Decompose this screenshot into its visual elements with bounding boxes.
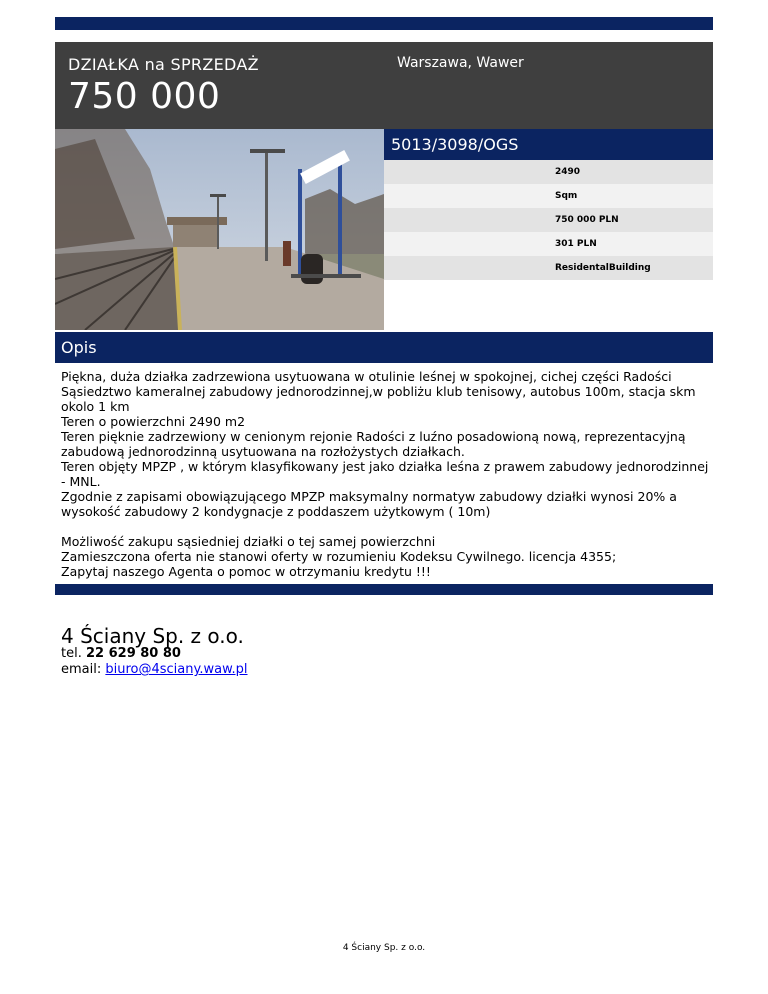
- phone-number: 22 629 80 80: [85, 646, 181, 661]
- company-contact: [61, 646, 248, 678]
- attribute-unit: Sqm: [384, 184, 713, 208]
- description-title: Opis: [61, 338, 97, 357]
- railway-platform-image: [55, 129, 384, 330]
- attribute-purpose: ResidentalBuilding: [384, 256, 713, 280]
- page-footer: 4 Ściany Sp. z o.o.: [342, 943, 426, 953]
- listing-type: DZIAŁKA na SPRZEDAŻ: [68, 55, 259, 74]
- reference-number: 5013/3098/OGS: [391, 135, 519, 154]
- description-line: Zamieszczona oferta nie stanowi oferty w rozumieniu Kodeksu Cywilnego. licencja 4355;: [61, 549, 617, 564]
- description-line: Zgodnie z zapisami obowiązującego MPZP maksymalny normatyw zabudowy działki wynosi 20% a wysokość zabudowy 2 kondygnacje z poddaszem użytkowym ( 10m): [61, 489, 677, 519]
- reference-bar: [384, 129, 713, 160]
- attribute-area: 2490: [384, 160, 713, 184]
- description-line: Teren pięknie zadrzewiony w cenionym rejonie Radości z luźno posadowioną nową, reprezentacyjną zabudową jednorodzinną usytuowana na rozłożystych działkach.: [61, 429, 686, 459]
- email-label: email:: [61, 662, 102, 677]
- description-line: Teren objęty MPZP , w którym klasyfikowany jest jako działka leśna z prawem zabudowy jednorodzinnej - MNL.: [61, 459, 709, 489]
- description-header: [55, 332, 713, 363]
- description-line: Piękna, duża działka zadrzewiona usytuowana w otulinie leśnej w spokojnej, cichej części Radości: [61, 369, 672, 384]
- phone-line: [61, 646, 248, 662]
- phone-label: tel.: [61, 646, 82, 661]
- description-line: Teren o powierzchni 2490 m2: [61, 414, 246, 429]
- listing-price: 750 000: [68, 76, 221, 117]
- attribute-price-per-unit: 301 PLN: [384, 232, 713, 256]
- attributes-table: [384, 160, 713, 280]
- top-accent-bar: [55, 17, 713, 30]
- email-line: [61, 662, 248, 678]
- description-body: [61, 369, 711, 579]
- property-photo: [55, 129, 384, 330]
- bottom-accent-bar: [55, 584, 713, 595]
- description-line: Zapytaj naszego Agenta o pomoc w otrzymaniu kredytu !!!: [61, 564, 431, 579]
- description-line: Sąsiedztwo kameralnej zabudowy jednorodzinnej,w pobliżu klub tenisowy, autobus 100m, stacja skm okolo 1 km: [61, 384, 696, 414]
- company-name: 4 Ściany Sp. z o.o.: [61, 624, 244, 648]
- description-line: Możliwość zakupu sąsiedniej działki o tej samej powierzchni: [61, 534, 436, 549]
- listing-header: [55, 42, 713, 129]
- listing-location: Warszawa, Wawer: [397, 55, 524, 71]
- email-link[interactable]: biuro@4sciany.waw.pl: [105, 662, 248, 677]
- attribute-price: 750 000 PLN: [384, 208, 713, 232]
